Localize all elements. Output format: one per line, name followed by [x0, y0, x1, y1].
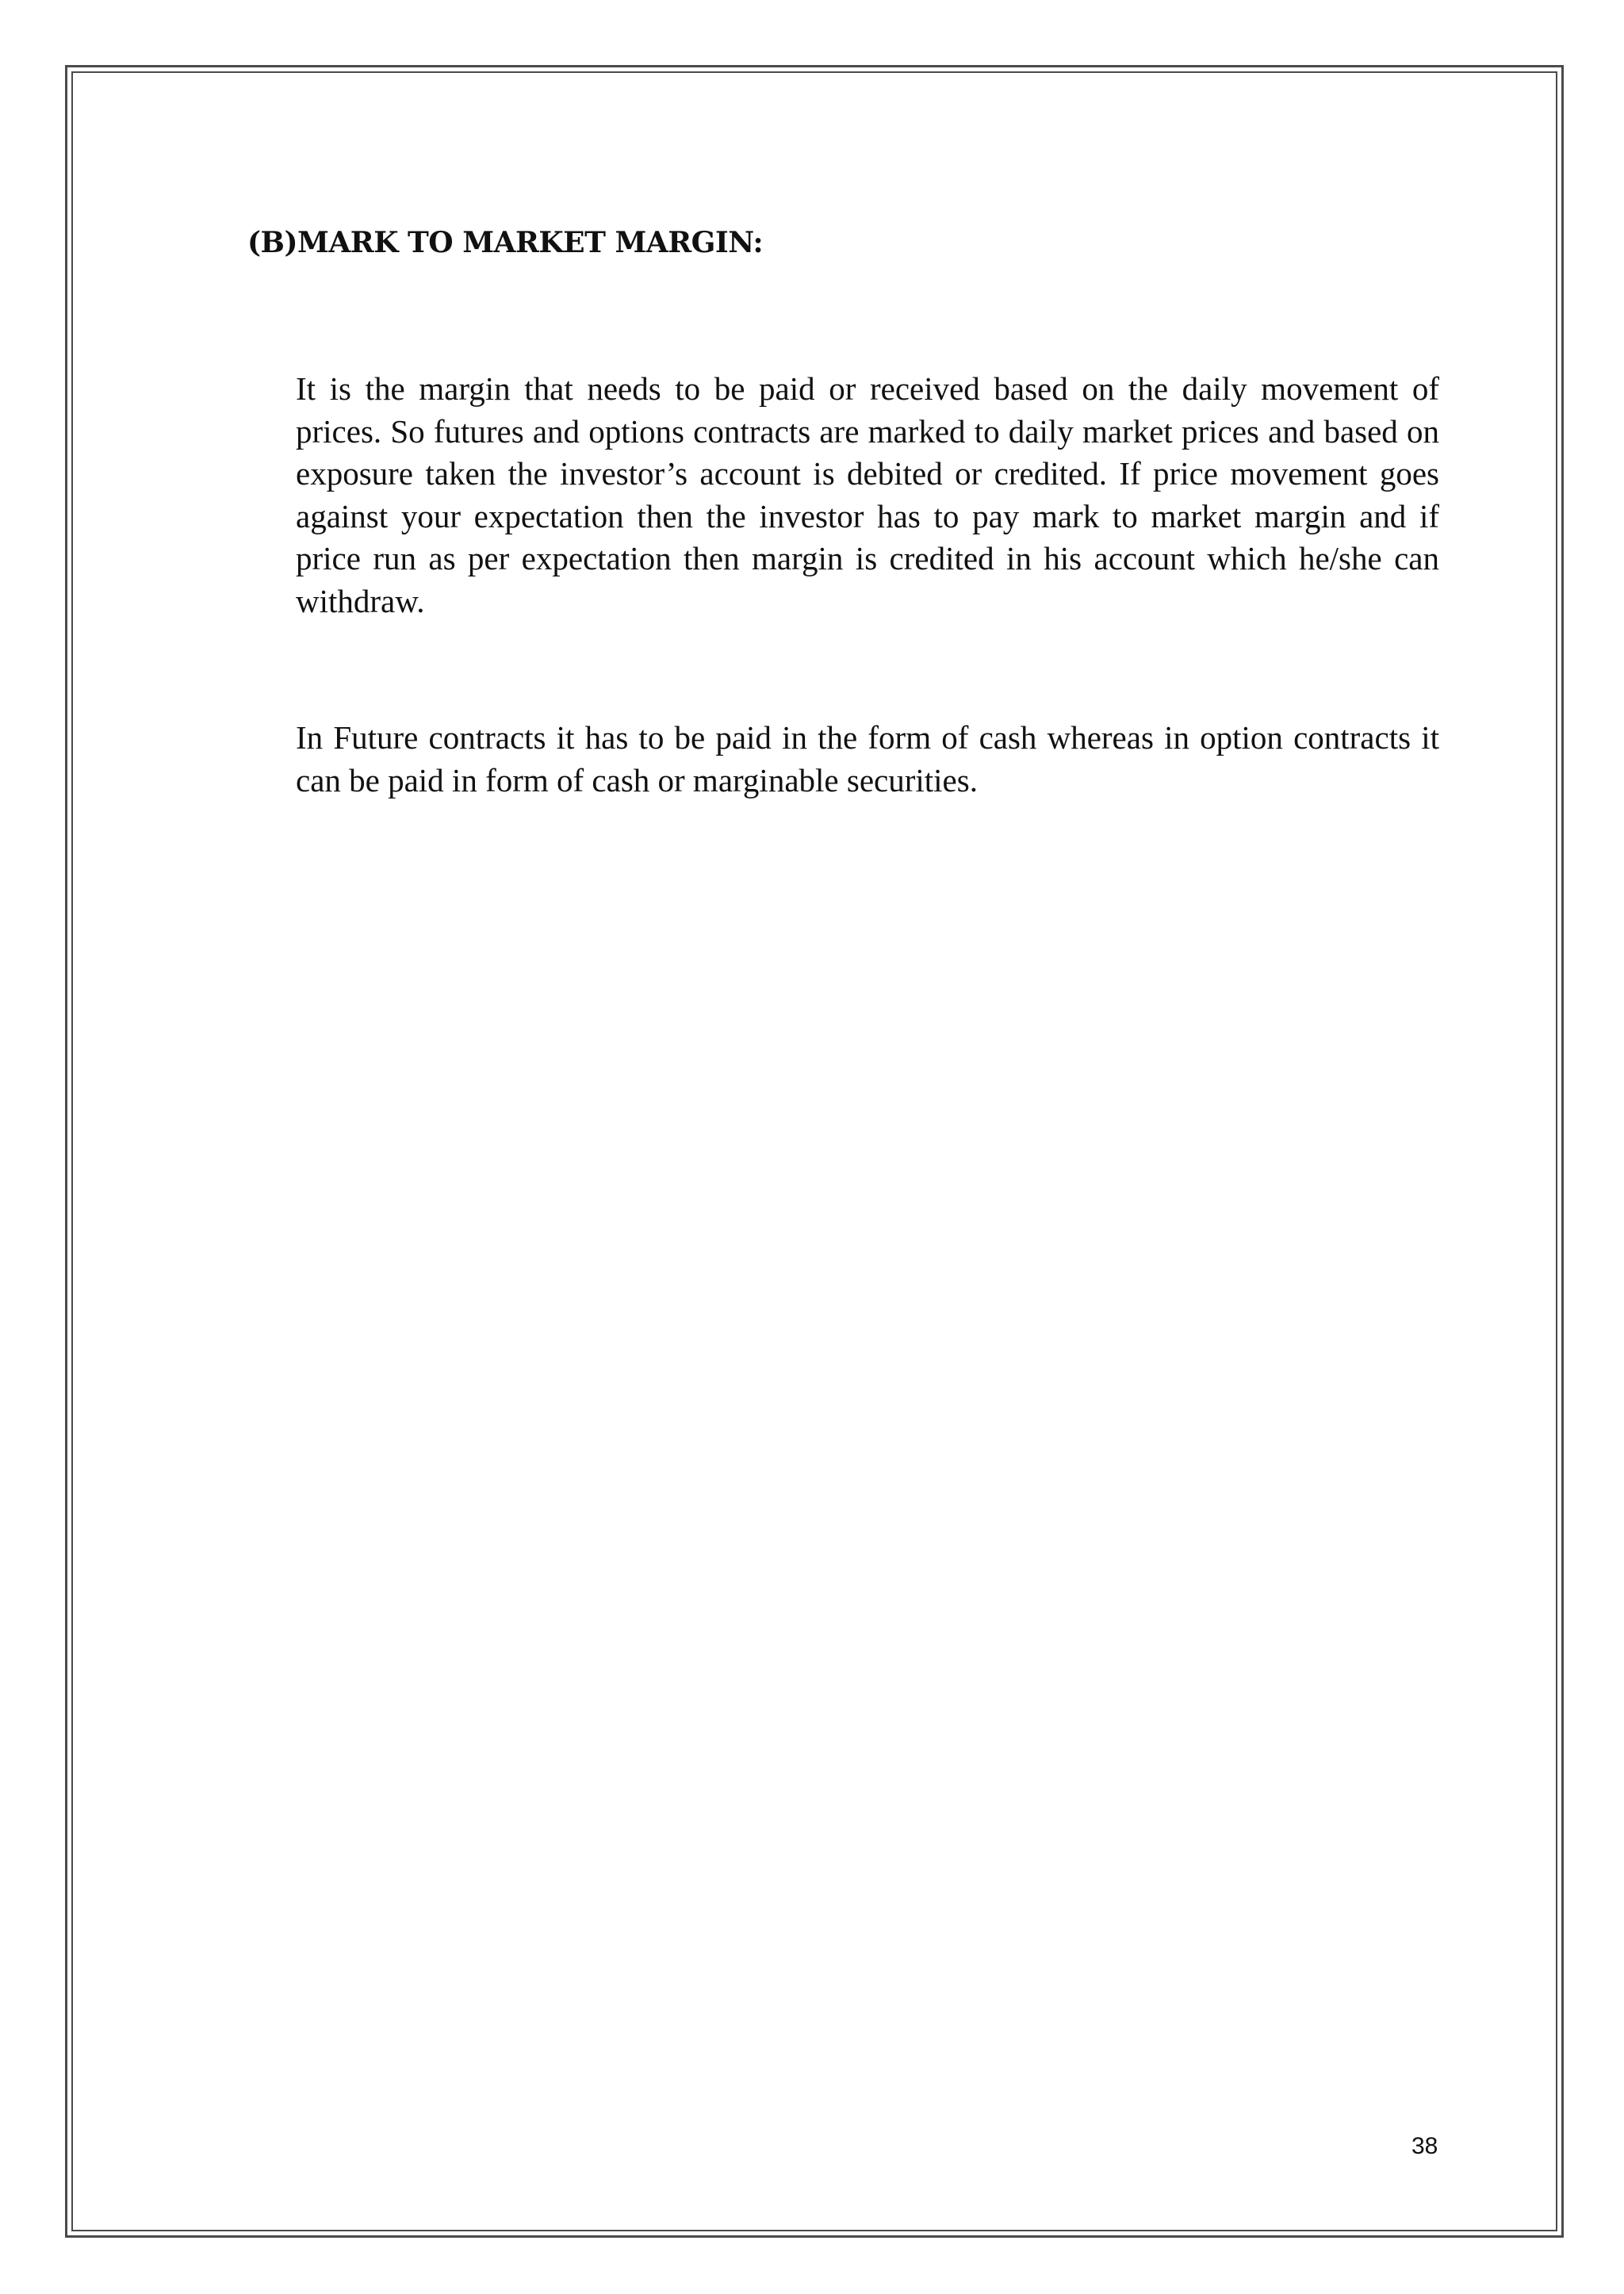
paragraph-payment-form: In Future contracts it has to be paid in the form of cash whereas in option contracts it can be paid in form of cash or marginable securities. — [296, 719, 1439, 798]
section-heading: (B)MARK TO MARKET MARGIN: — [247, 226, 764, 259]
page-number: 38 — [1411, 2133, 1438, 2159]
paragraph-mark-to-market-definition: It is the margin that needs to be paid or received based on the daily movement of prices. So futures and options contracts are marked to daily market prices and based on exposure taken the investor’s account is debited or credited. If price movement goes against your expectation then the investor has to pay mark to market margin and if price run as per expectation then margin is credited in his account which he/she can withdraw. — [296, 370, 1439, 619]
